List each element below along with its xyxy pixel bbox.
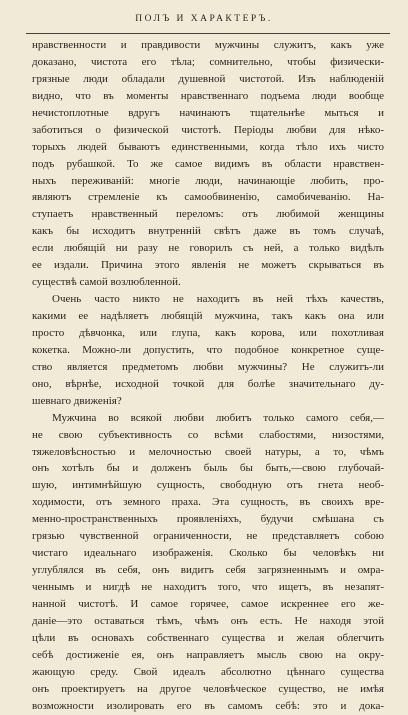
- text-line: грязные люди обладали душевной чистотой. Изъ наблюденій: [32, 72, 384, 85]
- text-line: какъ бы исходитъ внутренній свѣтъ даже въ томъ случаѣ,: [32, 225, 384, 238]
- text-line: ступаетъ нравственный переломъ: отъ любимой женщины: [32, 208, 384, 221]
- text-line: видно, что въ моменты нравственнаго подъема люди вообще: [32, 89, 384, 102]
- text-line: просто дѣвчонка, или глупа, какъ корова, или похотливая: [32, 326, 384, 339]
- text-line: подъ рубашкой. То же самое видимъ въ области нравствен-: [32, 157, 384, 170]
- text-line: чистаго идеальнаго изображенія. Сколько бы человѣкъ ни: [32, 547, 384, 560]
- text-line: онъ хотѣлъ бы и долженъ быль бы быть,—свою глубочай-: [32, 462, 384, 475]
- text-line: оно, вѣрнѣе, исходной точкой для болѣе значительнаго ду-: [32, 377, 384, 390]
- text-line: себѣ достиженіе ея, онъ направляетъ мысль свою на окру-: [32, 648, 384, 661]
- text-line: шевнаго движенія?: [32, 394, 122, 407]
- text-line: жающую среду. Свой идеалъ абсолютно цѣннаго существа: [32, 665, 384, 678]
- text-line: заботиться о физической чистотѣ. Періоды любви для нѣко-: [32, 123, 384, 136]
- text-line: ее издали. Причина этого явленія не можетъ скрываться въ: [32, 259, 384, 272]
- text-line: менно-пространственныхъ проявленіяхъ, будучи смѣшана съ: [32, 513, 384, 526]
- text-line: ченнымъ и нигдѣ не находитъ того, что ищетъ, въ незапят-: [32, 581, 384, 593]
- header-rule: [26, 33, 390, 34]
- text-line: являютъ стремленіе къ самообвиненію, самобичеванію. На-: [32, 191, 384, 204]
- text-line: кокетка. Можно-ли допустить, что подобное конкретное суще-: [32, 343, 384, 356]
- text-line: грязью чувственной ограниченности, не представляетъ собою: [32, 530, 384, 543]
- text-line: онъ проектируетъ на другое человѣческое существо, не имѣя: [32, 682, 384, 695]
- text-line: существѣ самой возлюбленной.: [32, 276, 181, 289]
- text-line: даніе—это оставаться тѣмъ, чѣмъ онъ есть. Не находя этой: [32, 614, 384, 627]
- text-line: если любящій ни разу не говорилъ съ ней, а только видѣлъ: [32, 242, 384, 255]
- text-line: не свою субъективность со всѣми слабостями, низостями,: [32, 428, 384, 441]
- text-line: цѣли въ основахъ собственнаго существа и желая облегчить: [32, 631, 384, 644]
- body-text: [32, 37, 384, 715]
- text-line: шую, интимнѣйшую сущность, свободную отъ гнета необ-: [32, 479, 384, 492]
- text-line: тяжеловѣсностью и мелочностью своей натуры, а то, чѣмъ: [32, 445, 384, 458]
- text-line: ныхъ переживаній: многіе люди, начинающіе любить, про-: [32, 174, 384, 187]
- text-line: нечистоплотные вдругъ начинаютъ тщательнѣе мыться и: [32, 106, 384, 119]
- text-line: ство является предметомъ любви мужчины? Не служитъ-ли: [32, 360, 384, 373]
- text-line: углублялся въ себя, онъ видитъ себя загрязненнымъ и омра-: [32, 564, 384, 577]
- text-line: возможности изолировать его въ самомъ себѣ: это и дока-: [32, 699, 384, 712]
- running-head: ПОЛЪ И ХАРАКТЕРЪ.: [135, 14, 273, 24]
- text-line: доказано, чистота его тѣла; сомнительно, чтобы физически-: [32, 55, 384, 68]
- text-line: какими ее надѣляетъ любящій мужчина, такъ какъ она или: [32, 310, 384, 322]
- text-line: нравственности и правдивости мужчины служитъ, какъ уже: [32, 39, 384, 51]
- text-line: нанной чистотѣ. И самое горячее, самое искреннее его же-: [32, 597, 384, 610]
- text-line: Очень часто никто не находитъ въ ней тѣхъ качествъ,: [52, 293, 384, 306]
- text-line: ходимости, отъ земного праха. Эта сущность, въ своихъ вре-: [32, 496, 384, 509]
- text-line: Мужчина во всякой любви любитъ только самого себя,—: [52, 411, 384, 424]
- text-line: торыхъ людей бываютъ единственными, когда тѣло ихъ чисто: [32, 140, 384, 153]
